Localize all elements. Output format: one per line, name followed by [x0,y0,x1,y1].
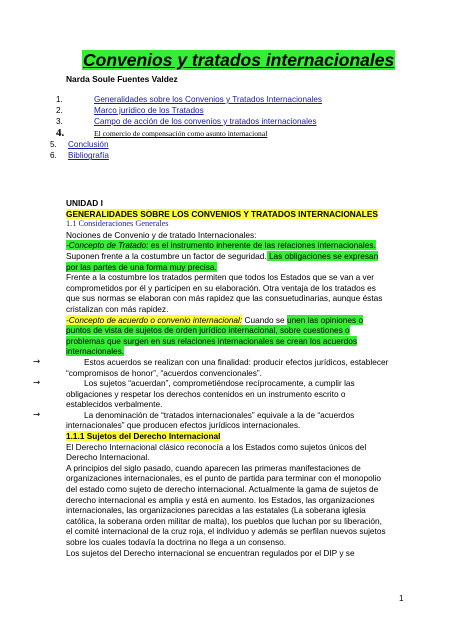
author-name: Narda Soule Fuentes Valdez [66,74,178,84]
paragraph-line: cristalizan con más rapidez. [66,303,169,314]
toc-item[interactable] [50,106,410,117]
paragraph-line: Los sujetos del Derecho internacional se encuentran regulados por el DIP y se [66,547,355,558]
concept-label: -Concepto de Tratado: [66,240,149,251]
paragraph-line: internacionales, las organizaciones parecidas a las estatales (La soberana iglesia [66,505,366,516]
highlight-text: puntos de vista de sujetos de orden jurídico internacional, sobre cuestiones o [66,325,350,336]
right-arrow-icon: → [33,356,41,367]
paragraph-line: organizaciones internacionales, es el punto de partida para terminar con el monopolio [66,473,382,484]
toc-link[interactable]: Conclusión [68,140,109,150]
paragraph-line: del estado como sujeto de derecho internacional. Actualmente la gama de sujetos de [66,484,379,495]
toc-number: 3. [56,116,63,126]
document-body [33,198,400,558]
toc-link[interactable]: Marco jurídico de los Tratados [94,105,204,115]
paragraph-line: católica, la soberana orden militar de malta), los pueblos que luchan por su liberación, [66,515,382,526]
text-span: La denominación de “tratados internacionales” equivale a la de “acuerdos [84,409,355,420]
text-span: Suponen frente a la costumbre un factor de seguridad. [66,250,267,261]
paragraph-line [66,262,400,273]
paragraph-line: internacionales” que producen efectos jurídicos internacionales. [66,420,301,431]
paragraph-line: A principios del siglo pasado, cuando aparecen las primeras manifestaciones de [66,462,361,473]
toc-item[interactable] [50,95,410,106]
paragraph-line [33,378,400,389]
highlight-text: problemas que surgen en sus relaciones internacionales se crean los acuerdos [66,335,358,346]
toc-text: El comercio de compensación como asunto internacional [94,129,268,139]
paragraph-line [66,346,400,357]
paragraph-line: establecidos verbalmente. [66,399,163,410]
paragraph-line: comprometidos por él y participen en su elaboración. Otra ventaja de los tratados es [66,282,376,293]
paragraph-line: El Derecho Internacional clásico reconocía a los Estados como sujetos únicos del [66,441,367,452]
unit-title: GENERALIDADES SOBRE LOS CONVENIOS Y TRATADOS INTERNACIONALES [66,208,378,219]
highlight-text: por las partes de una forma muy precisa. [66,261,217,272]
paragraph-line: “compromisos de honor”, “acuerdos convencionales”. [66,367,262,378]
toc-number: 6. [50,151,57,161]
paragraph-line [66,251,400,262]
unit-heading: UNIDAD I [66,198,103,208]
document-title: Convenios y tratados internacionales [83,50,395,70]
section-heading: 1.1 Consideraciones Generales [66,219,169,229]
paragraph-line [33,409,400,421]
paragraph-line [33,356,400,368]
toc-item[interactable] [50,127,410,140]
paragraph-line: sobre los cuales todavía la doctrina no llega a un consenso. [66,537,287,547]
text-span: Los sujetos “acuerdan”, comprometiéndose recíprocamente, a cumplir las [84,378,355,389]
right-arrow-icon: → [33,409,41,420]
text-span: Estos acuerdos se realizan con una finalidad: producir efectos jurídicos, establecer [84,356,389,367]
text-span: Cuando se [242,314,287,325]
toc-number: 4. [56,127,65,140]
toc-link[interactable]: Bibliografía [68,151,109,161]
paragraph-line: obligaciones y respetar los derechos contenidos en un instrumento escrito o [66,388,346,399]
paragraph-line: Nociones de Convenio y de tratado Internacionales: [66,229,257,240]
table-of-contents [50,95,410,162]
paragraph-line: que sus normas se elaboran con más rapidez que las consuetudinarias, aunque éstas [66,293,383,304]
concept-label: -Concepto de acuerdo o convenio internacional: [66,314,243,325]
toc-item[interactable] [50,117,410,128]
paragraph-line [66,336,400,347]
toc-link[interactable]: Generalidades sobre los Convenios y Tratados Internacionales [94,95,323,104]
section-heading: 1.1.1 Sujetos del Derecho Internacional [66,431,221,442]
highlight-text: es el instrumento inherente de las relaciones internacionales. [148,240,376,251]
toc-number: 2. [56,105,63,115]
highlight-text: unen las opiniones o [286,314,364,325]
paragraph-line: el comité internacional de la cruz roja, el individuo y además se perfilan nuevos sujetos [66,526,386,537]
paragraph-line [66,240,400,251]
paragraph-line [66,315,400,326]
toc-number: 5. [50,140,57,150]
right-arrow-icon: → [33,378,41,389]
toc-number: 1. [56,95,63,104]
toc-item[interactable] [50,151,410,162]
highlight-text: internacionales. [66,346,125,357]
paragraph-line [66,325,400,336]
highlight-text: Las obligaciones se expresan [266,250,379,261]
paragraph-line: Derecho Internacional. [66,452,150,463]
paragraph-line: derecho internacional es amplia y está en aumento. los Estados, las organizaciones [66,494,375,505]
toc-item[interactable] [50,140,410,151]
paragraph-line: Frente a la costumbre los tratados permiten que todos los Estados que se van a ver [66,272,375,283]
page-number: 1 [399,594,404,603]
toc-link[interactable]: Campo de acción de los convenios y tratados internacionales [94,116,317,126]
